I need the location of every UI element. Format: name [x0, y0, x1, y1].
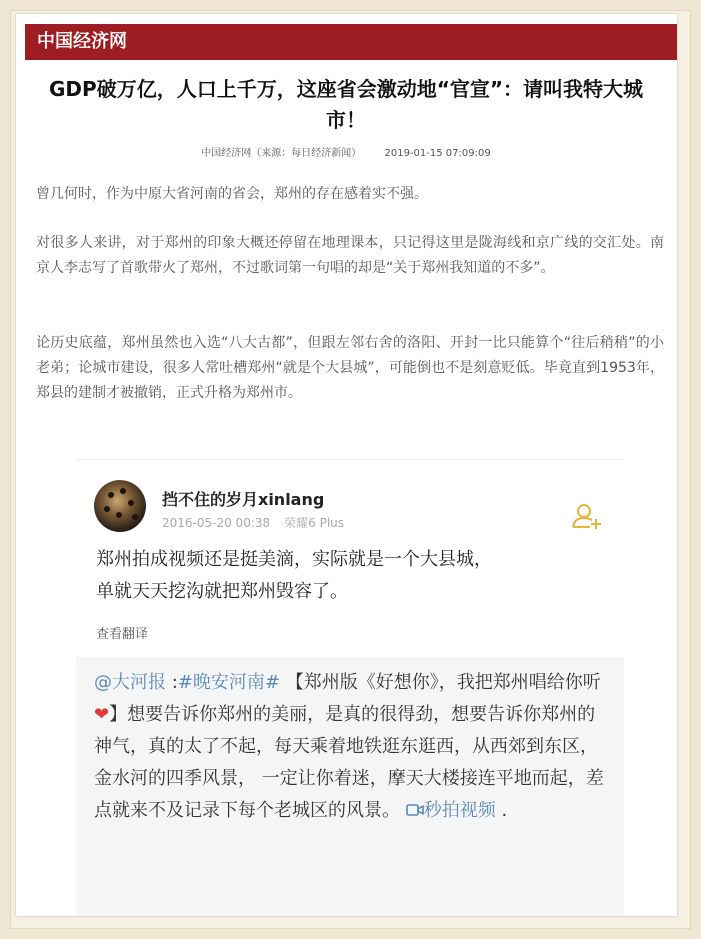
paragraph-3: 论历史底蕴，郑州虽然也入选“八大古都”，但跟左邻右舍的洛阳、开封一比只能算个“往后稍稍”的小老弟；论城市建设，很多人常吐槽郑州“就是个大县城”，可能倒也不是刻意贬低。毕竟直到1953年，郑县的建制才被撤销，正式升格为郑州市。 — [36, 335, 664, 401]
reposted-content — [76, 657, 624, 916]
video-link[interactable] — [406, 800, 496, 821]
follow-button[interactable] — [570, 500, 604, 534]
avatar[interactable] — [94, 480, 146, 532]
translate-link[interactable]: 查看翻译 — [96, 627, 149, 642]
article-meta — [16, 144, 676, 159]
article-time: 2019-01-15 07:09:09 — [384, 148, 491, 159]
add-user-icon — [570, 500, 604, 534]
post-line-2: 单就天天挖沟就把郑州毁容了。 — [96, 581, 348, 602]
post-device: 荣耀6 Plus — [284, 516, 345, 530]
embedded-weibo-post — [76, 459, 624, 916]
paragraph-2: 对很多人来讲，对于郑州的印象大概还停留在地理课本，只记得这里是陇海线和京广线的交汇处。南京人李志写了首歌带火了郑州，不过歌词第一句唱的却是“关于郑州我知道的不多”。 — [36, 235, 664, 276]
post-text — [96, 544, 606, 608]
repost-text — [94, 667, 610, 827]
paragraph-1: 曾几何时，作为中原大省河南的省会，郑州的存在感着实不强。 — [36, 186, 428, 202]
post-line-1: 郑州拍成视频还是挺美滴，实际就是一个大县城， — [96, 549, 492, 570]
site-header — [25, 24, 677, 60]
heart-icon: ❤ — [94, 704, 110, 725]
repost-body-2: 】想要告诉你郑州的美丽，是真的很得劲，想要告诉你郑州的神气，真的太了不起，每天乘着地铁逛东逛西，从西郊到东区，金水河的四季风景， 一定让你着迷，摩天大楼接连平地而起，差点就来不及记录下每个老城区的风景。 — [94, 704, 604, 821]
repost-end: . — [495, 800, 508, 821]
username[interactable]: 挡不住的岁月xinlang — [162, 490, 325, 509]
repost-body-1: 【郑州版《好想你》，我把郑州唱给你听 — [279, 672, 601, 693]
hashtag-link[interactable]: #晚安河南# — [177, 672, 280, 693]
mention-colon: : — [166, 672, 178, 693]
video-link-label: 秒拍视频 — [423, 800, 496, 821]
post-meta — [162, 514, 358, 531]
mention-link[interactable]: @大河报 — [94, 672, 166, 693]
site-logo[interactable]: 中国经济网 — [37, 31, 127, 52]
article-source: 中国经济网（来源：每日经济新闻） — [201, 148, 362, 159]
post-date: 2016-05-20 00:38 — [162, 516, 271, 530]
video-camera-icon — [406, 803, 424, 817]
article-page — [16, 14, 677, 916]
article-title: GDP破万亿，人口上千万，这座省会激动地“官宣”：请叫我特大城市！ — [49, 77, 643, 132]
